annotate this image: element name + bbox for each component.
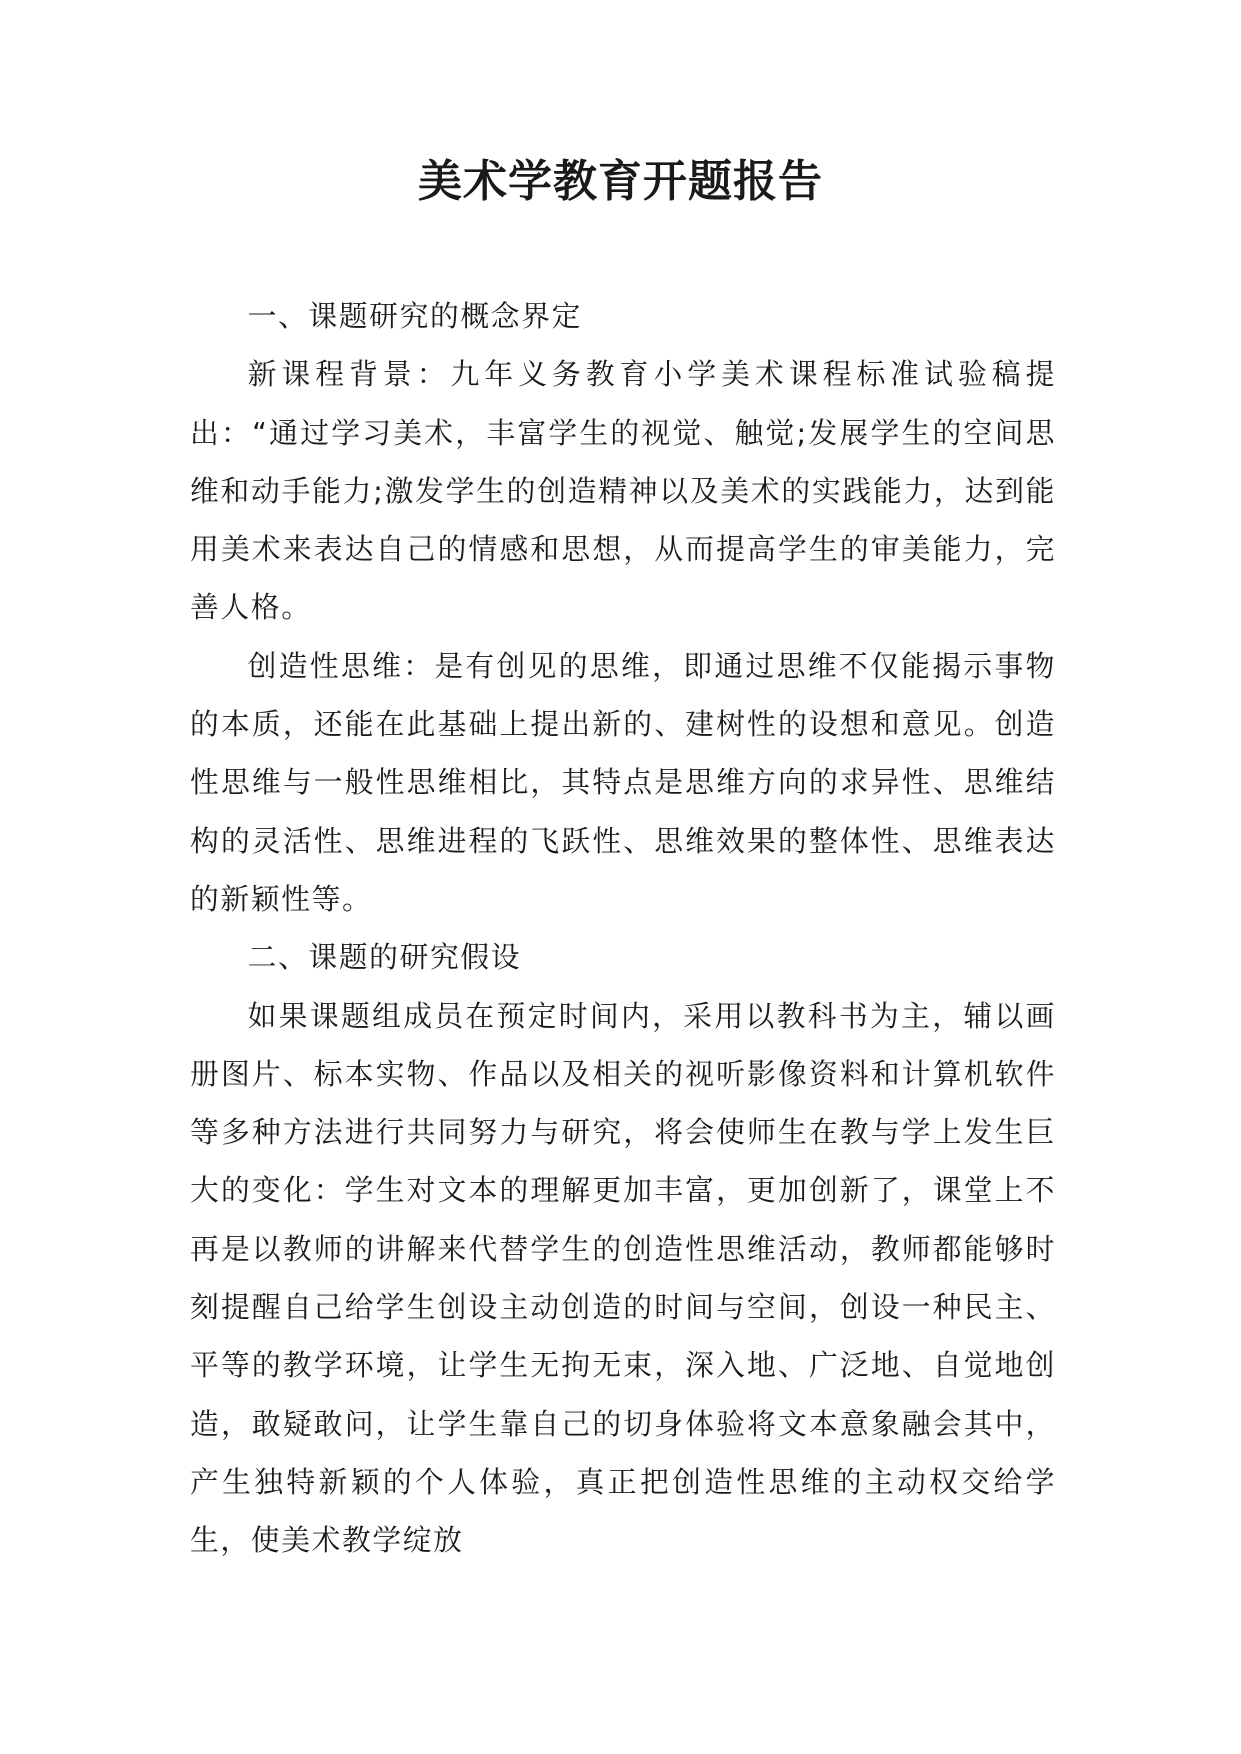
section-heading-concept-definition: 一、课题研究的概念界定 xyxy=(247,299,582,333)
document-body xyxy=(190,287,1056,1570)
paragraph-hypothesis-detail: 如果课题组成员在预定时间内，采用以教科书为主，辅以画册图片、标本实物、作品以及相关的视听影像资料和计算机软件等多种方法进行共同努力与研究，将会使师生在教与学上发生巨大的变化：学生对文本的理解更加丰富，更加创新了，课堂上不再是以教师的讲解来代替学生的创造性思维活动，教师都能够时刻提醒自己给学生创设主动创造的时间与空间，创设一种民主、平等的教学环境，让学生无拘无束，深入地、广泛地、自觉地创造，敢疑敢问，让学生靠自己的切身体验将文本意象融会其中，产生独特新颖的个人体验，真正把创造性思维的主动权交给学生，使美术教学绽放 xyxy=(190,998,1056,1558)
paragraph-creative-thinking: 创造性思维：是有创见的思维，即通过思维不仅能揭示事物的本质，还能在此基础上提出新的、建树性的设想和意见。创造性思维与一般性思维相比，其特点是思维方向的求异性、思维结构的灵活性、思维进程的飞跃性、思维效果的整体性、思维表达的新颖性等。 xyxy=(190,648,1056,916)
paragraph-new-curriculum-background: 新课程背景：九年义务教育小学美术课程标准试验稿提出：“通过学习美术，丰富学生的视觉、触觉;发展学生的空间思维和动手能力;激发学生的创造精神以及美术的实践能力，达到能用美术来表达自己的情感和思想，从而提高学生的审美能力，完善人格。 xyxy=(190,357,1056,625)
section-heading-research-hypothesis: 二、课题的研究假设 xyxy=(247,940,522,975)
document-title: 美术学教育开题报告 xyxy=(418,156,823,207)
